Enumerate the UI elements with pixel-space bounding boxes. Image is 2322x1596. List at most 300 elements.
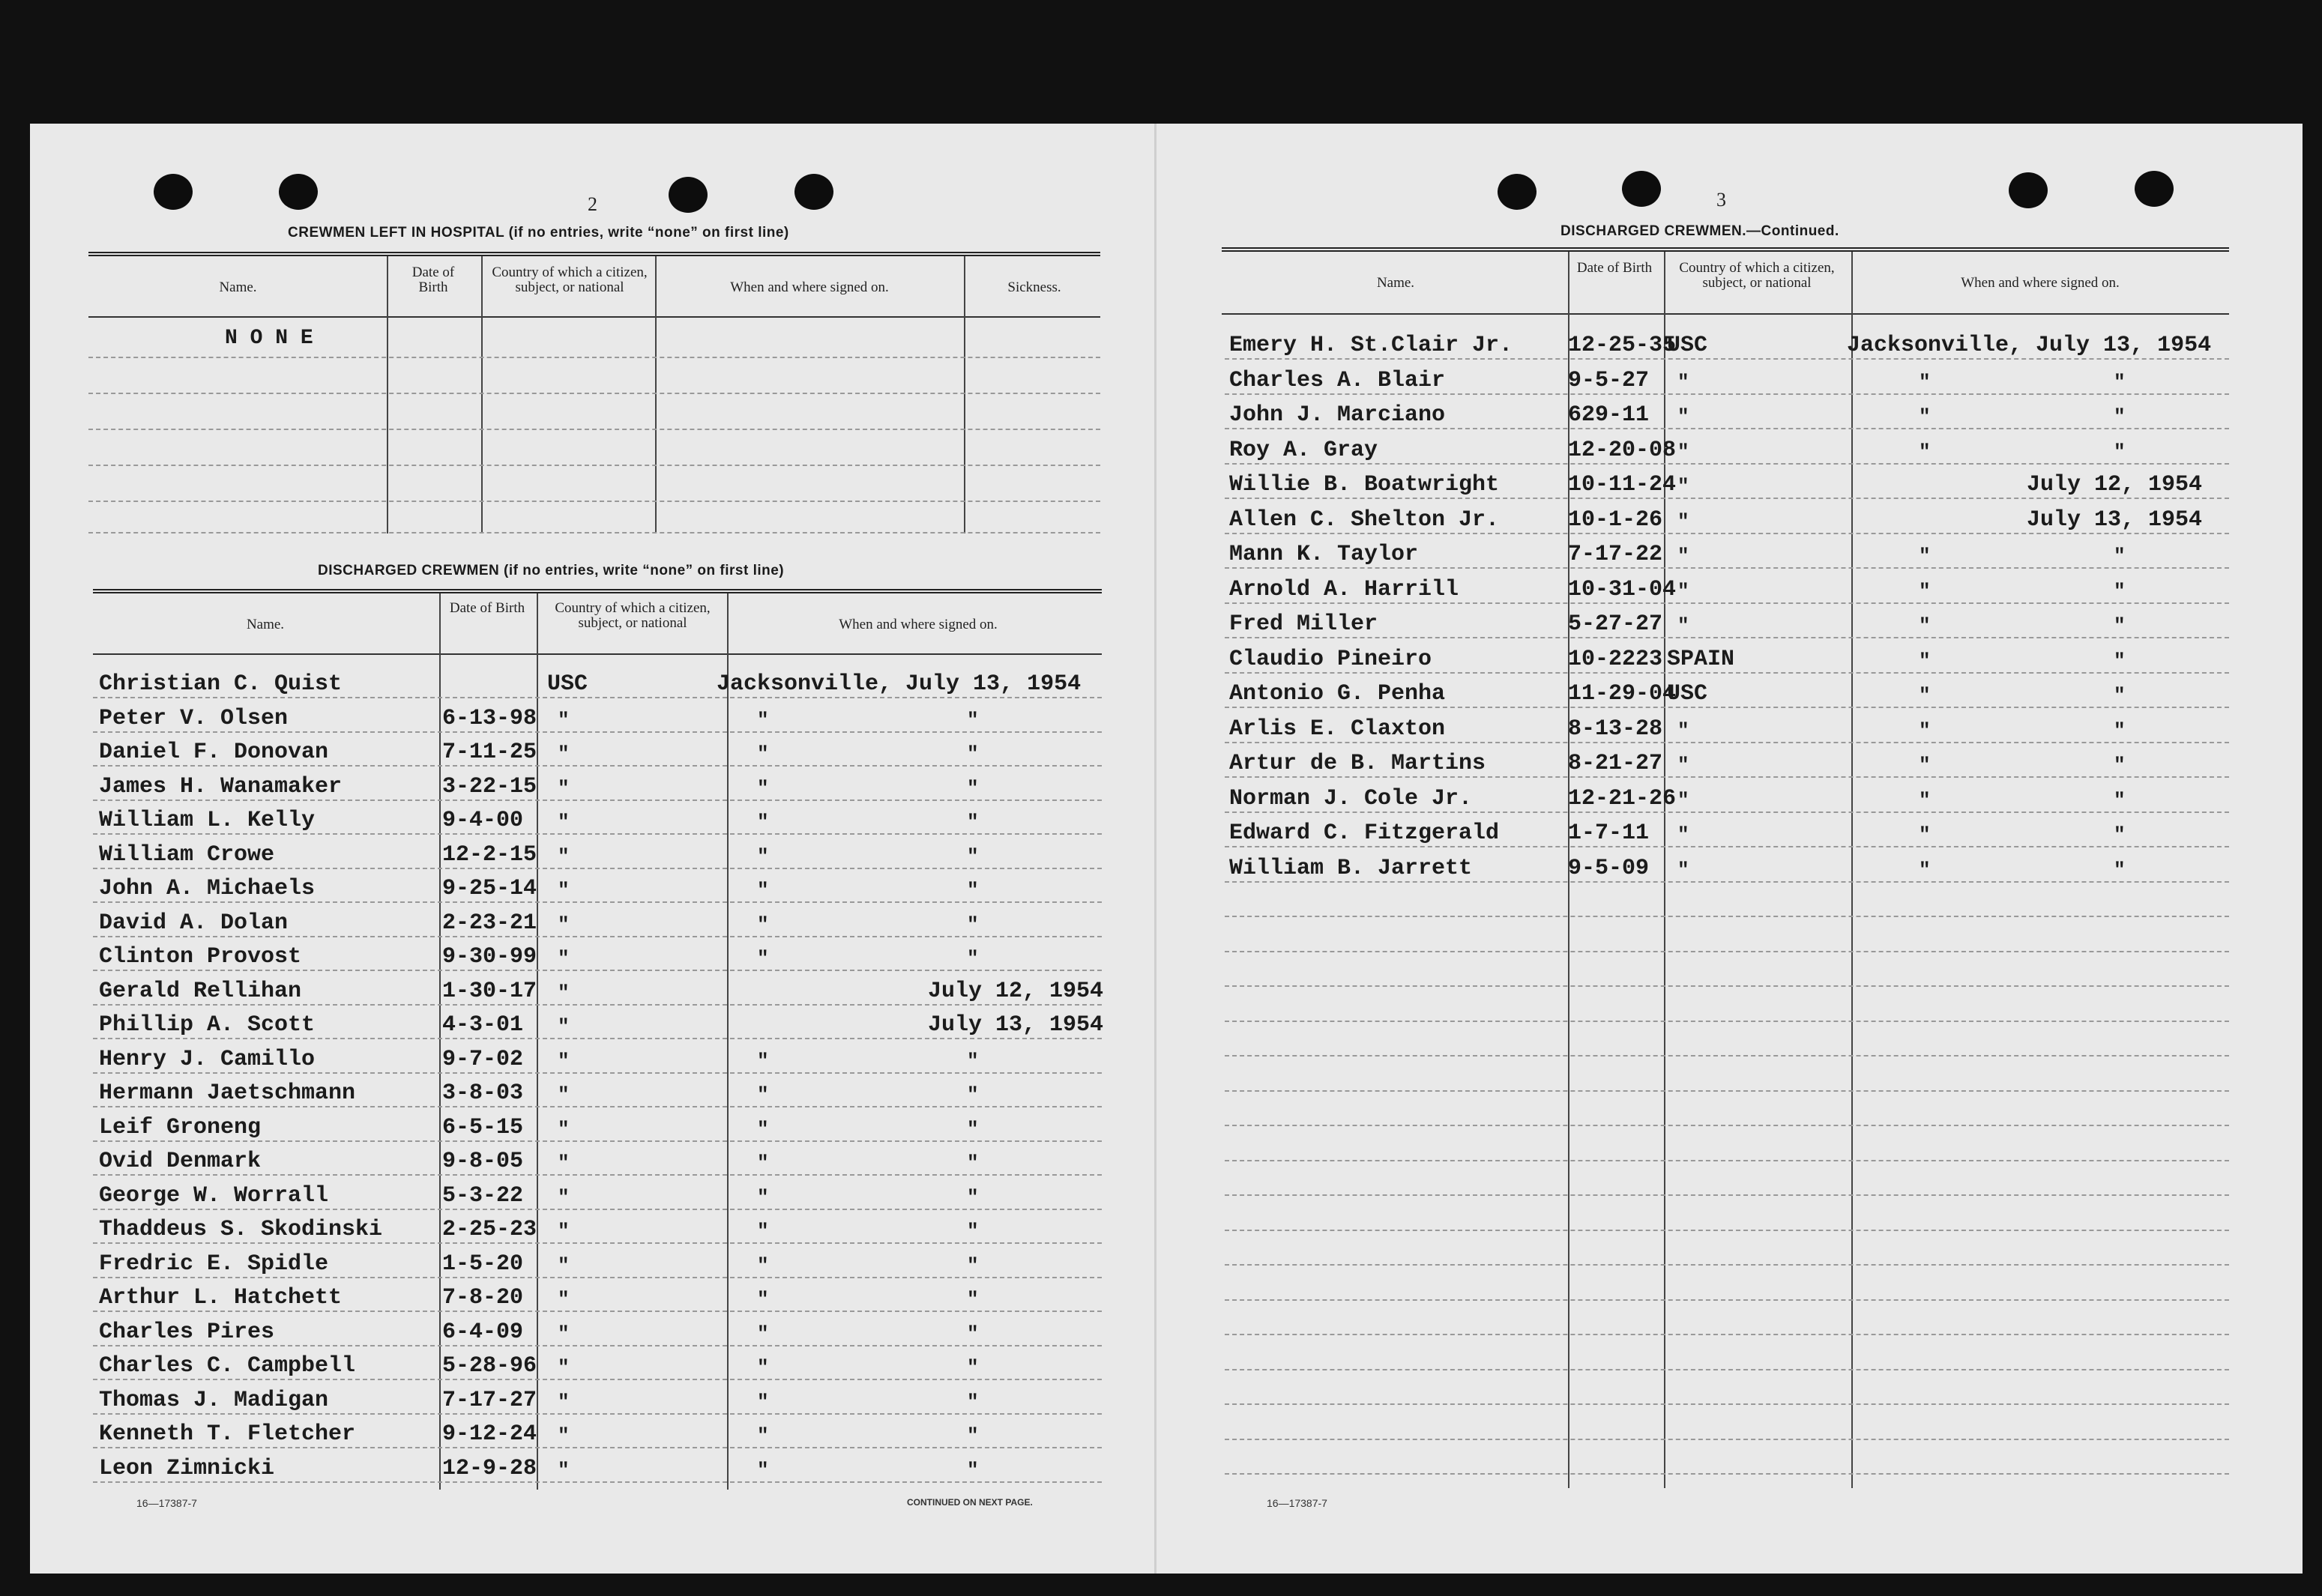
- crew-signed: Jacksonville, July 13, 1954: [1847, 333, 2212, 358]
- crew-country: ": [558, 913, 570, 936]
- crew-dob: 12-9-28: [442, 1455, 537, 1481]
- crew-signed: ": [757, 879, 769, 901]
- crew-name: Charles Pires: [99, 1319, 275, 1345]
- row-line: [1225, 707, 2229, 708]
- row-line: [93, 731, 1102, 733]
- crew-country: ": [558, 844, 570, 868]
- row-line: [1225, 1194, 2229, 1196]
- crew-name: Artur de B. Martins: [1229, 751, 1486, 776]
- page-number-right: 3: [1716, 189, 1726, 211]
- crew-name: Leif Groneng: [99, 1114, 262, 1140]
- crew-name: John J. Marciano: [1229, 402, 1446, 428]
- crew-country: ": [1677, 719, 1689, 742]
- crew-signed: ": [1919, 440, 1931, 463]
- crew-signed: ": [757, 1254, 769, 1277]
- crew-dob: 6-4-09: [442, 1319, 524, 1345]
- crew-country: ": [558, 1322, 570, 1345]
- crew-name: Phillip A. Scott: [99, 1012, 316, 1038]
- discharged-col-divider: [727, 593, 729, 1490]
- crew-dob: 7-11-25: [442, 740, 537, 765]
- crew-dob: 12-2-15: [442, 841, 537, 868]
- crew-country: ": [1677, 788, 1689, 811]
- crew-signed-date-ditto: ": [967, 913, 979, 936]
- crew-dob: 7-17-27: [442, 1387, 537, 1413]
- crew-signed-date-ditto: ": [967, 1083, 979, 1106]
- row-line: [1225, 672, 2229, 674]
- crew-signed: ": [757, 811, 769, 833]
- crew-dob: 9-5-27: [1568, 367, 1650, 393]
- punch-hole: [794, 174, 833, 210]
- discharged-continued-title: DISCHARGED CREWMEN.—Continued.: [1560, 223, 1839, 239]
- crew-signed: ": [757, 947, 769, 970]
- row-line: [1225, 1473, 2229, 1475]
- crew-signed: ": [757, 1152, 769, 1174]
- crew-signed: ": [757, 1083, 769, 1106]
- punch-hole: [1498, 174, 1537, 210]
- row-line: [1225, 567, 2229, 569]
- crew-dob: 3-8-03: [442, 1080, 524, 1106]
- crew-signed-date-ditto: ": [967, 1049, 979, 1072]
- row-line: [93, 1174, 1102, 1176]
- row-line: [1225, 985, 2229, 987]
- hospital-none-entry: N O N E: [225, 327, 313, 350]
- crew-dob: 9-12-24: [442, 1421, 537, 1447]
- crew-signed: ": [757, 1458, 769, 1481]
- crew-dob: 12-21-26: [1568, 785, 1677, 811]
- crew-dob: 5-3-22: [442, 1182, 524, 1209]
- crew-country: ": [1677, 510, 1689, 533]
- crew-country: ": [558, 947, 570, 970]
- crew-signed: ": [1919, 614, 1931, 637]
- crew-country: ": [558, 1254, 570, 1277]
- crew-signed: ": [1919, 788, 1931, 811]
- punch-hole: [1622, 171, 1661, 207]
- row-line: [1225, 1230, 2229, 1231]
- crew-signed: ": [1919, 370, 1931, 393]
- right-header-name: Name.: [1376, 275, 1415, 291]
- row-line: [93, 901, 1102, 903]
- crew-country: ": [1677, 405, 1689, 428]
- hospital-header-dob: Date of Birth: [411, 265, 455, 295]
- crew-name: Roy A. Gray: [1229, 437, 1378, 463]
- row-line: [93, 970, 1102, 971]
- crew-signed-date-ditto: ": [967, 776, 979, 799]
- crew-country: ": [558, 1083, 570, 1106]
- crew-dob: 1-30-17: [442, 978, 537, 1004]
- crew-signed: ": [1919, 719, 1931, 742]
- page-number-left: 2: [588, 193, 597, 215]
- row-line: [93, 833, 1102, 835]
- crew-country: USC: [547, 671, 588, 697]
- row-line: [1225, 498, 2229, 499]
- crew-dob: 10-2223: [1568, 646, 1663, 672]
- right-col-divider: [1851, 252, 1853, 1488]
- row-line: [93, 1311, 1102, 1312]
- crew-signed: July 13, 1954: [2027, 507, 2203, 533]
- crew-signed-date-ditto: ": [2114, 440, 2126, 463]
- crew-name: Gerald Rellihan: [99, 978, 302, 1004]
- row-line: [1225, 742, 2229, 743]
- crew-name: Arnold A. Harrill: [1229, 576, 1459, 602]
- hospital-header-name: Name.: [219, 279, 257, 295]
- crew-signed: ": [757, 1220, 769, 1242]
- crew-signed-date-ditto: ": [967, 1390, 979, 1413]
- crew-name: Arthur L. Hatchett: [99, 1285, 343, 1311]
- crew-signed-date-ditto: ": [967, 1117, 979, 1140]
- hospital-table-top-rule: [88, 252, 1100, 256]
- crew-signed-date-ditto: ": [967, 844, 979, 868]
- row-line: [93, 765, 1102, 767]
- hospital-header-sickness: Sickness.: [1007, 279, 1061, 295]
- punch-hole: [2009, 172, 2048, 208]
- row-line: [1225, 776, 2229, 778]
- crew-signed-date-ditto: ": [967, 1254, 979, 1277]
- hospital-section-title: CREWMEN LEFT IN HOSPITAL (if no entries, write “none” on first line): [288, 225, 789, 241]
- crew-signed: ": [1919, 823, 1931, 846]
- crew-dob: 9-30-99: [442, 944, 537, 970]
- crew-dob: 10-31-04: [1568, 576, 1677, 602]
- row-line: [1225, 428, 2229, 429]
- crew-signed: ": [1919, 649, 1931, 672]
- row-line: [93, 1413, 1102, 1415]
- row-line: [1225, 1334, 2229, 1335]
- crew-name: William B. Jarrett: [1229, 855, 1473, 881]
- crew-dob: 11-29-04: [1568, 681, 1677, 707]
- crew-signed-date-ditto: ": [967, 743, 979, 765]
- form-number-right: 16—17387-7: [1267, 1497, 1327, 1509]
- crew-signed: ": [757, 743, 769, 765]
- row-line: [93, 1447, 1102, 1448]
- crew-name: Charles C. Campbell: [99, 1353, 356, 1379]
- crew-signed-date-ditto: ": [2114, 370, 2126, 393]
- crew-country: ": [558, 879, 570, 901]
- crew-signed-date-ditto: ": [2114, 788, 2126, 811]
- row-line: [1225, 1021, 2229, 1022]
- crew-dob: 8-13-28: [1568, 716, 1663, 742]
- row-line: [93, 1481, 1102, 1483]
- row-line: [1225, 637, 2229, 638]
- row-line: [93, 1242, 1102, 1244]
- crew-signed-date-ditto: ": [2114, 823, 2126, 846]
- crew-name: William Crowe: [99, 841, 275, 868]
- crew-signed: ": [757, 1356, 769, 1379]
- discharged-header-dob: Date of Birth: [449, 600, 525, 616]
- punch-hole: [279, 174, 318, 210]
- row-line: [93, 1140, 1102, 1142]
- hospital-col-divider: [481, 256, 483, 533]
- crew-country: ": [558, 1458, 570, 1481]
- row-line: [1225, 1090, 2229, 1092]
- crew-country: ": [1677, 440, 1689, 463]
- crew-signed: July 12, 1954: [2027, 472, 2203, 498]
- row-line: [88, 393, 1100, 394]
- row-line: [1225, 846, 2229, 847]
- crew-country: ": [558, 1185, 570, 1209]
- crew-dob: 629-11: [1568, 402, 1650, 428]
- crew-name: Charles A. Blair: [1229, 367, 1446, 393]
- crew-signed-date-ditto: ": [967, 947, 979, 970]
- crew-name: Leon Zimnicki: [99, 1455, 275, 1481]
- row-line: [1225, 1439, 2229, 1440]
- row-line: [1225, 811, 2229, 813]
- crew-name: David A. Dolan: [99, 910, 289, 936]
- crew-dob: 2-25-23: [442, 1217, 537, 1242]
- crew-name: Clinton Provost: [99, 944, 302, 970]
- crew-name: Allen C. Shelton Jr.: [1229, 507, 1500, 533]
- row-line: [1225, 1264, 2229, 1266]
- crew-country: ": [1677, 858, 1689, 881]
- crew-country: SPAIN: [1667, 646, 1735, 672]
- crew-signed-date-ditto: ": [967, 879, 979, 901]
- crew-signed: ": [757, 1117, 769, 1140]
- row-line: [93, 697, 1102, 698]
- discharged-header-name: Name.: [246, 617, 285, 632]
- crew-name: Norman J. Cole Jr.: [1229, 785, 1473, 811]
- crew-name: Willie B. Boatwright: [1229, 472, 1500, 498]
- row-line: [93, 799, 1102, 801]
- crew-signed-date-ditto: ": [967, 1185, 979, 1209]
- crew-signed: ": [1919, 579, 1931, 602]
- row-line: [1225, 1403, 2229, 1405]
- crew-country: ": [558, 743, 570, 765]
- row-line: [93, 1277, 1102, 1278]
- crew-country: ": [1677, 754, 1689, 776]
- crew-country: ": [558, 776, 570, 799]
- crew-dob: 7-8-20: [442, 1285, 524, 1311]
- crew-country: ": [558, 1152, 570, 1174]
- crew-signed-date-ditto: ": [2114, 405, 2126, 428]
- crew-name: Fredric E. Spidle: [99, 1251, 329, 1277]
- right-header-country: Country of which a citizen, subject, or national: [1679, 260, 1835, 291]
- hospital-header-rule: [88, 316, 1100, 318]
- hospital-col-divider: [387, 256, 388, 533]
- row-line: [1225, 533, 2229, 534]
- crew-signed-date-ditto: ": [967, 1322, 979, 1345]
- crew-signed: Jacksonville, July 13, 1954: [717, 671, 1082, 697]
- crew-name: Hermann Jaetschmann: [99, 1080, 356, 1106]
- crew-country: ": [558, 708, 570, 731]
- crew-signed: ": [757, 1390, 769, 1413]
- crew-country: ": [1677, 370, 1689, 393]
- crew-country: ": [558, 1015, 570, 1038]
- crew-dob: 9-4-00: [442, 808, 524, 833]
- row-line: [1225, 602, 2229, 604]
- crew-name: Emery H. St.Clair Jr.: [1229, 333, 1513, 358]
- crew-signed-date-ditto: ": [2114, 649, 2126, 672]
- crew-signed-date-ditto: ": [967, 1152, 979, 1174]
- hospital-col-divider: [655, 256, 657, 533]
- discharged-header-signed: When and where signed on.: [839, 617, 998, 632]
- discharged-col-divider: [439, 593, 441, 1490]
- discharged-table-top-rule: [93, 589, 1102, 593]
- row-line: [93, 868, 1102, 869]
- right-header-signed: When and where signed on.: [1961, 275, 2120, 291]
- row-line: [1225, 916, 2229, 917]
- crew-dob: 1-5-20: [442, 1251, 524, 1277]
- row-line: [93, 936, 1102, 937]
- form-number-left: 16—17387-7: [136, 1497, 197, 1509]
- crew-signed-date-ditto: ": [2114, 754, 2126, 776]
- continued-note: CONTINUED ON NEXT PAGE.: [907, 1497, 1033, 1508]
- crew-dob: 8-21-27: [1568, 751, 1663, 776]
- row-line: [1225, 463, 2229, 465]
- crew-name: Daniel F. Donovan: [99, 740, 329, 765]
- crew-country: ": [1677, 823, 1689, 846]
- crew-signed: ": [757, 1322, 769, 1345]
- crew-country: ": [1677, 545, 1689, 567]
- crew-name: Thaddeus S. Skodinski: [99, 1217, 383, 1242]
- crew-signed-date-ditto: ": [967, 1424, 979, 1447]
- row-line: [88, 357, 1100, 358]
- crew-signed: ": [1919, 545, 1931, 567]
- right-header-rule: [1222, 313, 2229, 315]
- crew-signed: July 12, 1954: [928, 978, 1104, 1004]
- crew-signed: ": [757, 1424, 769, 1447]
- hospital-col-divider: [964, 256, 965, 533]
- crew-name: James H. Wanamaker: [99, 773, 343, 799]
- row-line: [1225, 1369, 2229, 1370]
- crew-dob: 3-22-15: [442, 773, 537, 799]
- crew-country: ": [558, 811, 570, 833]
- crew-signed: ": [757, 708, 769, 731]
- crew-name: Claudio Pineiro: [1229, 646, 1432, 672]
- crew-signed-date-ditto: ": [2114, 858, 2126, 881]
- crew-country: ": [1677, 475, 1689, 498]
- hospital-header-signed: When and where signed on.: [730, 279, 889, 295]
- crew-name: Kenneth T. Fletcher: [99, 1421, 356, 1447]
- crew-signed: ": [757, 1288, 769, 1311]
- crew-name: Thomas J. Madigan: [99, 1387, 329, 1413]
- row-line: [93, 1345, 1102, 1346]
- crew-signed-date-ditto: ": [2114, 719, 2126, 742]
- crew-country: ": [1677, 614, 1689, 637]
- crew-dob: 7-17-22: [1568, 542, 1663, 567]
- crew-name: John A. Michaels: [99, 876, 316, 901]
- crew-signed: ": [757, 776, 769, 799]
- row-line: [1225, 393, 2229, 395]
- crew-signed-date-ditto: ": [967, 1458, 979, 1481]
- row-line: [88, 465, 1100, 466]
- crew-dob: 1-7-11: [1568, 820, 1650, 846]
- crew-signed: ": [757, 913, 769, 936]
- punch-hole: [154, 174, 193, 210]
- crew-dob: 9-7-02: [442, 1046, 524, 1072]
- crew-country: ": [558, 1390, 570, 1413]
- crew-signed-date-ditto: ": [967, 1356, 979, 1379]
- row-line: [1225, 1160, 2229, 1161]
- crew-name: Peter V. Olsen: [99, 705, 289, 731]
- row-line: [93, 1106, 1102, 1107]
- crew-country: USC: [1667, 681, 1708, 707]
- crew-name: Henry J. Camillo: [99, 1046, 316, 1072]
- crew-dob: 2-23-21: [442, 910, 537, 936]
- row-line: [1225, 881, 2229, 883]
- crew-dob: 10-1-26: [1568, 507, 1663, 533]
- crew-country: ": [558, 1424, 570, 1447]
- row-line: [88, 501, 1100, 502]
- crew-dob: 6-5-15: [442, 1114, 524, 1140]
- crew-name: Ovid Denmark: [99, 1149, 262, 1174]
- crew-signed: ": [757, 1049, 769, 1072]
- crew-dob: 5-28-96: [442, 1353, 537, 1379]
- crew-signed-date-ditto: ": [2114, 545, 2126, 567]
- crew-country: ": [558, 981, 570, 1004]
- crew-dob: 10-11-24: [1568, 472, 1677, 498]
- crew-signed-date-ditto: ": [2114, 579, 2126, 602]
- crew-name: Antonio G. Penha: [1229, 681, 1446, 707]
- crew-dob: 9-5-09: [1568, 855, 1650, 881]
- crew-signed: ": [1919, 684, 1931, 707]
- row-line: [93, 1209, 1102, 1210]
- crew-name: Mann K. Taylor: [1229, 542, 1419, 567]
- row-line: [1225, 1299, 2229, 1301]
- crew-dob: 5-27-27: [1568, 611, 1663, 637]
- discharged-header-rule: [93, 653, 1102, 655]
- crew-name: Fred Miller: [1229, 611, 1378, 637]
- crew-signed-date-ditto: ": [2114, 684, 2126, 707]
- discharged-header-country: Country of which a citizen, subject, or national: [555, 600, 711, 631]
- punch-hole: [669, 177, 708, 213]
- crew-dob: 12-25-35: [1568, 333, 1677, 358]
- crew-signed: ": [757, 1185, 769, 1209]
- row-line: [93, 1004, 1102, 1006]
- crew-country: ": [558, 1220, 570, 1242]
- crew-signed: ": [1919, 754, 1931, 776]
- discharged-section-title: DISCHARGED CREWMEN (if no entries, write “none” on first line): [318, 563, 785, 578]
- crew-name: George W. Worrall: [99, 1182, 329, 1209]
- crew-signed: ": [757, 844, 769, 868]
- row-line: [88, 532, 1100, 533]
- crew-signed-date-ditto: ": [967, 811, 979, 833]
- crew-signed-date-ditto: ": [967, 708, 979, 731]
- crew-name: Edward C. Fitzgerald: [1229, 820, 1500, 846]
- row-line: [1225, 951, 2229, 952]
- crew-country: ": [558, 1356, 570, 1379]
- row-line: [93, 1379, 1102, 1380]
- crew-dob: 9-8-05: [442, 1149, 524, 1174]
- right-table-top-rule: [1222, 247, 2229, 252]
- crew-dob: 6-13-98: [442, 705, 537, 731]
- crew-signed-date-ditto: ": [967, 1288, 979, 1311]
- row-line: [93, 1072, 1102, 1074]
- crew-signed: July 13, 1954: [928, 1012, 1104, 1038]
- row-line: [1225, 358, 2229, 360]
- crew-dob: 4-3-01: [442, 1012, 524, 1038]
- row-line: [1225, 1055, 2229, 1057]
- crew-name: William L. Kelly: [99, 808, 316, 833]
- crew-name: Arlis E. Claxton: [1229, 716, 1446, 742]
- crew-country: ": [558, 1117, 570, 1140]
- row-line: [88, 429, 1100, 430]
- hospital-header-country: Country of which a citizen, subject, or national: [492, 265, 648, 295]
- crew-country: USC: [1667, 333, 1708, 358]
- crew-dob: 12-20-08: [1568, 437, 1677, 463]
- crew-name: Christian C. Quist: [99, 671, 343, 697]
- crew-dob: 9-25-14: [442, 876, 537, 901]
- right-header-dob: Date of Birth: [1576, 260, 1653, 276]
- crew-signed: ": [1919, 405, 1931, 428]
- row-line: [1225, 1125, 2229, 1126]
- crew-country: ": [558, 1288, 570, 1311]
- page-fold: [1154, 124, 1157, 1574]
- discharged-col-divider: [537, 593, 538, 1490]
- crew-signed-date-ditto: ": [2114, 614, 2126, 637]
- punch-hole: [2135, 171, 2174, 207]
- crew-signed: ": [1919, 858, 1931, 881]
- row-line: [93, 1038, 1102, 1039]
- crew-country: ": [558, 1049, 570, 1072]
- crew-country: ": [1677, 579, 1689, 602]
